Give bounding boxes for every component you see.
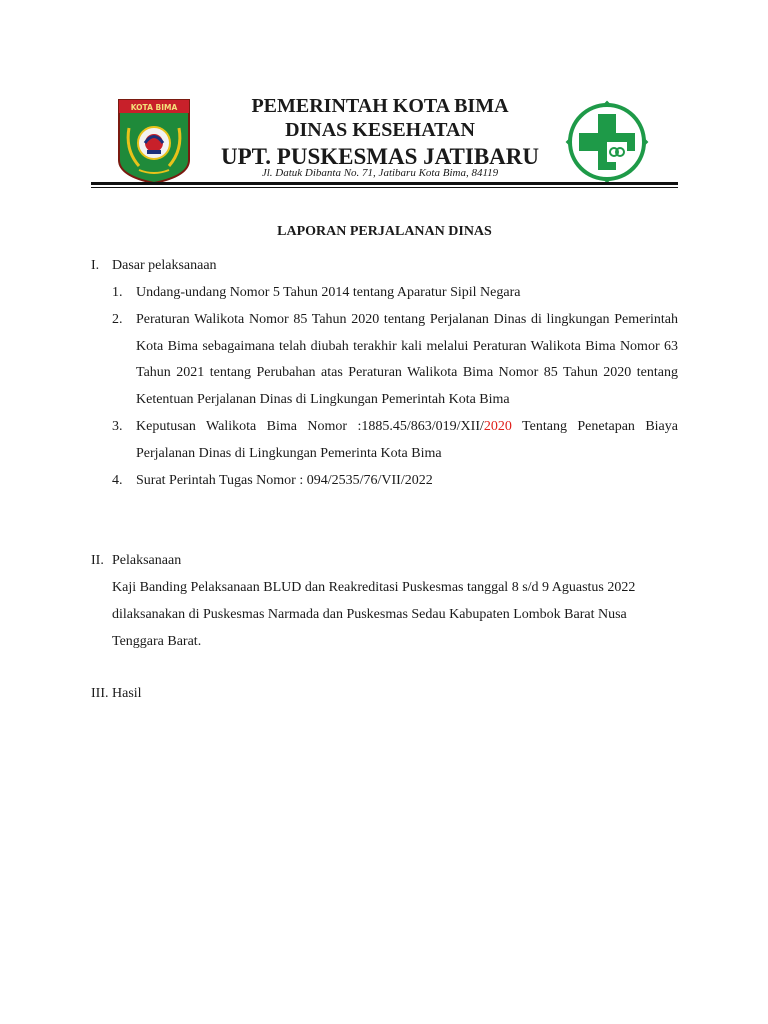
section-3-heading [91, 681, 142, 708]
list-item [112, 468, 678, 495]
legal-basis-list [112, 280, 678, 494]
section-2-heading [91, 548, 181, 575]
kota-bima-emblem-icon [117, 98, 191, 184]
section-1-heading [91, 253, 217, 280]
letterhead-rule-thick [91, 182, 678, 185]
section-2-paragraph: Kaji Banding Pelaksanaan BLUD dan Reakreditasi Puskesmas tanggal 8 s/d 9 Aguastus 2022 dilaksanakan di Puskesmas Narmada dan Puskesmas Sedau Kabupaten Lombok Barat Nusa Tenggara Barat. [112, 580, 636, 649]
section-1-number: I. [91, 258, 100, 273]
list-item [112, 307, 678, 414]
section-2-label: Pelaksanaan [112, 553, 182, 568]
list-item [112, 414, 678, 468]
puskesmas-logo-icon [565, 100, 649, 184]
letterhead-line-2: DINAS KESEHATAN [285, 119, 475, 141]
list-item-text: Surat Perintah Tugas Nomor : 094/2535/76/VII/2022 [136, 472, 433, 488]
letterhead-line-1: PEMERINTAH KOTA BIMA [251, 95, 509, 117]
list-item-number: 4. [112, 472, 123, 488]
document-title: LAPORAN PERJALANAN DINAS [277, 224, 492, 239]
highlighted-year: 2020 [483, 418, 512, 434]
list-item [112, 280, 678, 307]
letterhead-rule-thin [91, 187, 678, 188]
section-3-number: III. [91, 686, 109, 701]
letterhead-text [200, 94, 560, 172]
list-item-text: Undang-undang Nomor 5 Tahun 2014 tentang Aparatur Sipil Negara [136, 285, 521, 300]
letterhead-line-3: UPT. PUSKESMAS JATIBARU [221, 144, 539, 169]
list-item-text-continued: Tentang Penetapan Biaya Perjalanan Dinas di Lingkungan Pemerinta Kota Bima [136, 418, 678, 461]
list-item-text: Peraturan Walikota Nomor 85 Tahun 2020 tentang Perjalanan Dinas di lingkungan Pemerintah Kota Bima sebagaimana telah diubah terakhir kali melalui Peraturan Walikota Bima Nomor 63 Tahun 2021 tentang Perubahan atas Peraturan Walikota Bima Nomor 85 Tahun 2020 tentang Ketentuan Perjalanan Dinas di Lingkungan Pemerintah Kota Bima [136, 311, 678, 408]
section-1-label: Dasar pelaksanaan [112, 258, 217, 273]
section-3-label: Hasil [112, 686, 142, 701]
list-item-number: 1. [112, 285, 123, 300]
list-item-text: Keputusan Walikota Bima Nomor :1885.45/863/019/XII/ [136, 418, 484, 434]
list-item-number: 3. [112, 418, 123, 434]
letterhead-address: Jl. Datuk Dibanta No. 71, Jatibaru Kota Bima, 84119 [261, 167, 499, 179]
section-2-number: II. [91, 553, 104, 568]
svg-text:KOTA BIMA: KOTA BIMA [130, 103, 178, 112]
list-item-number: 2. [112, 311, 123, 327]
